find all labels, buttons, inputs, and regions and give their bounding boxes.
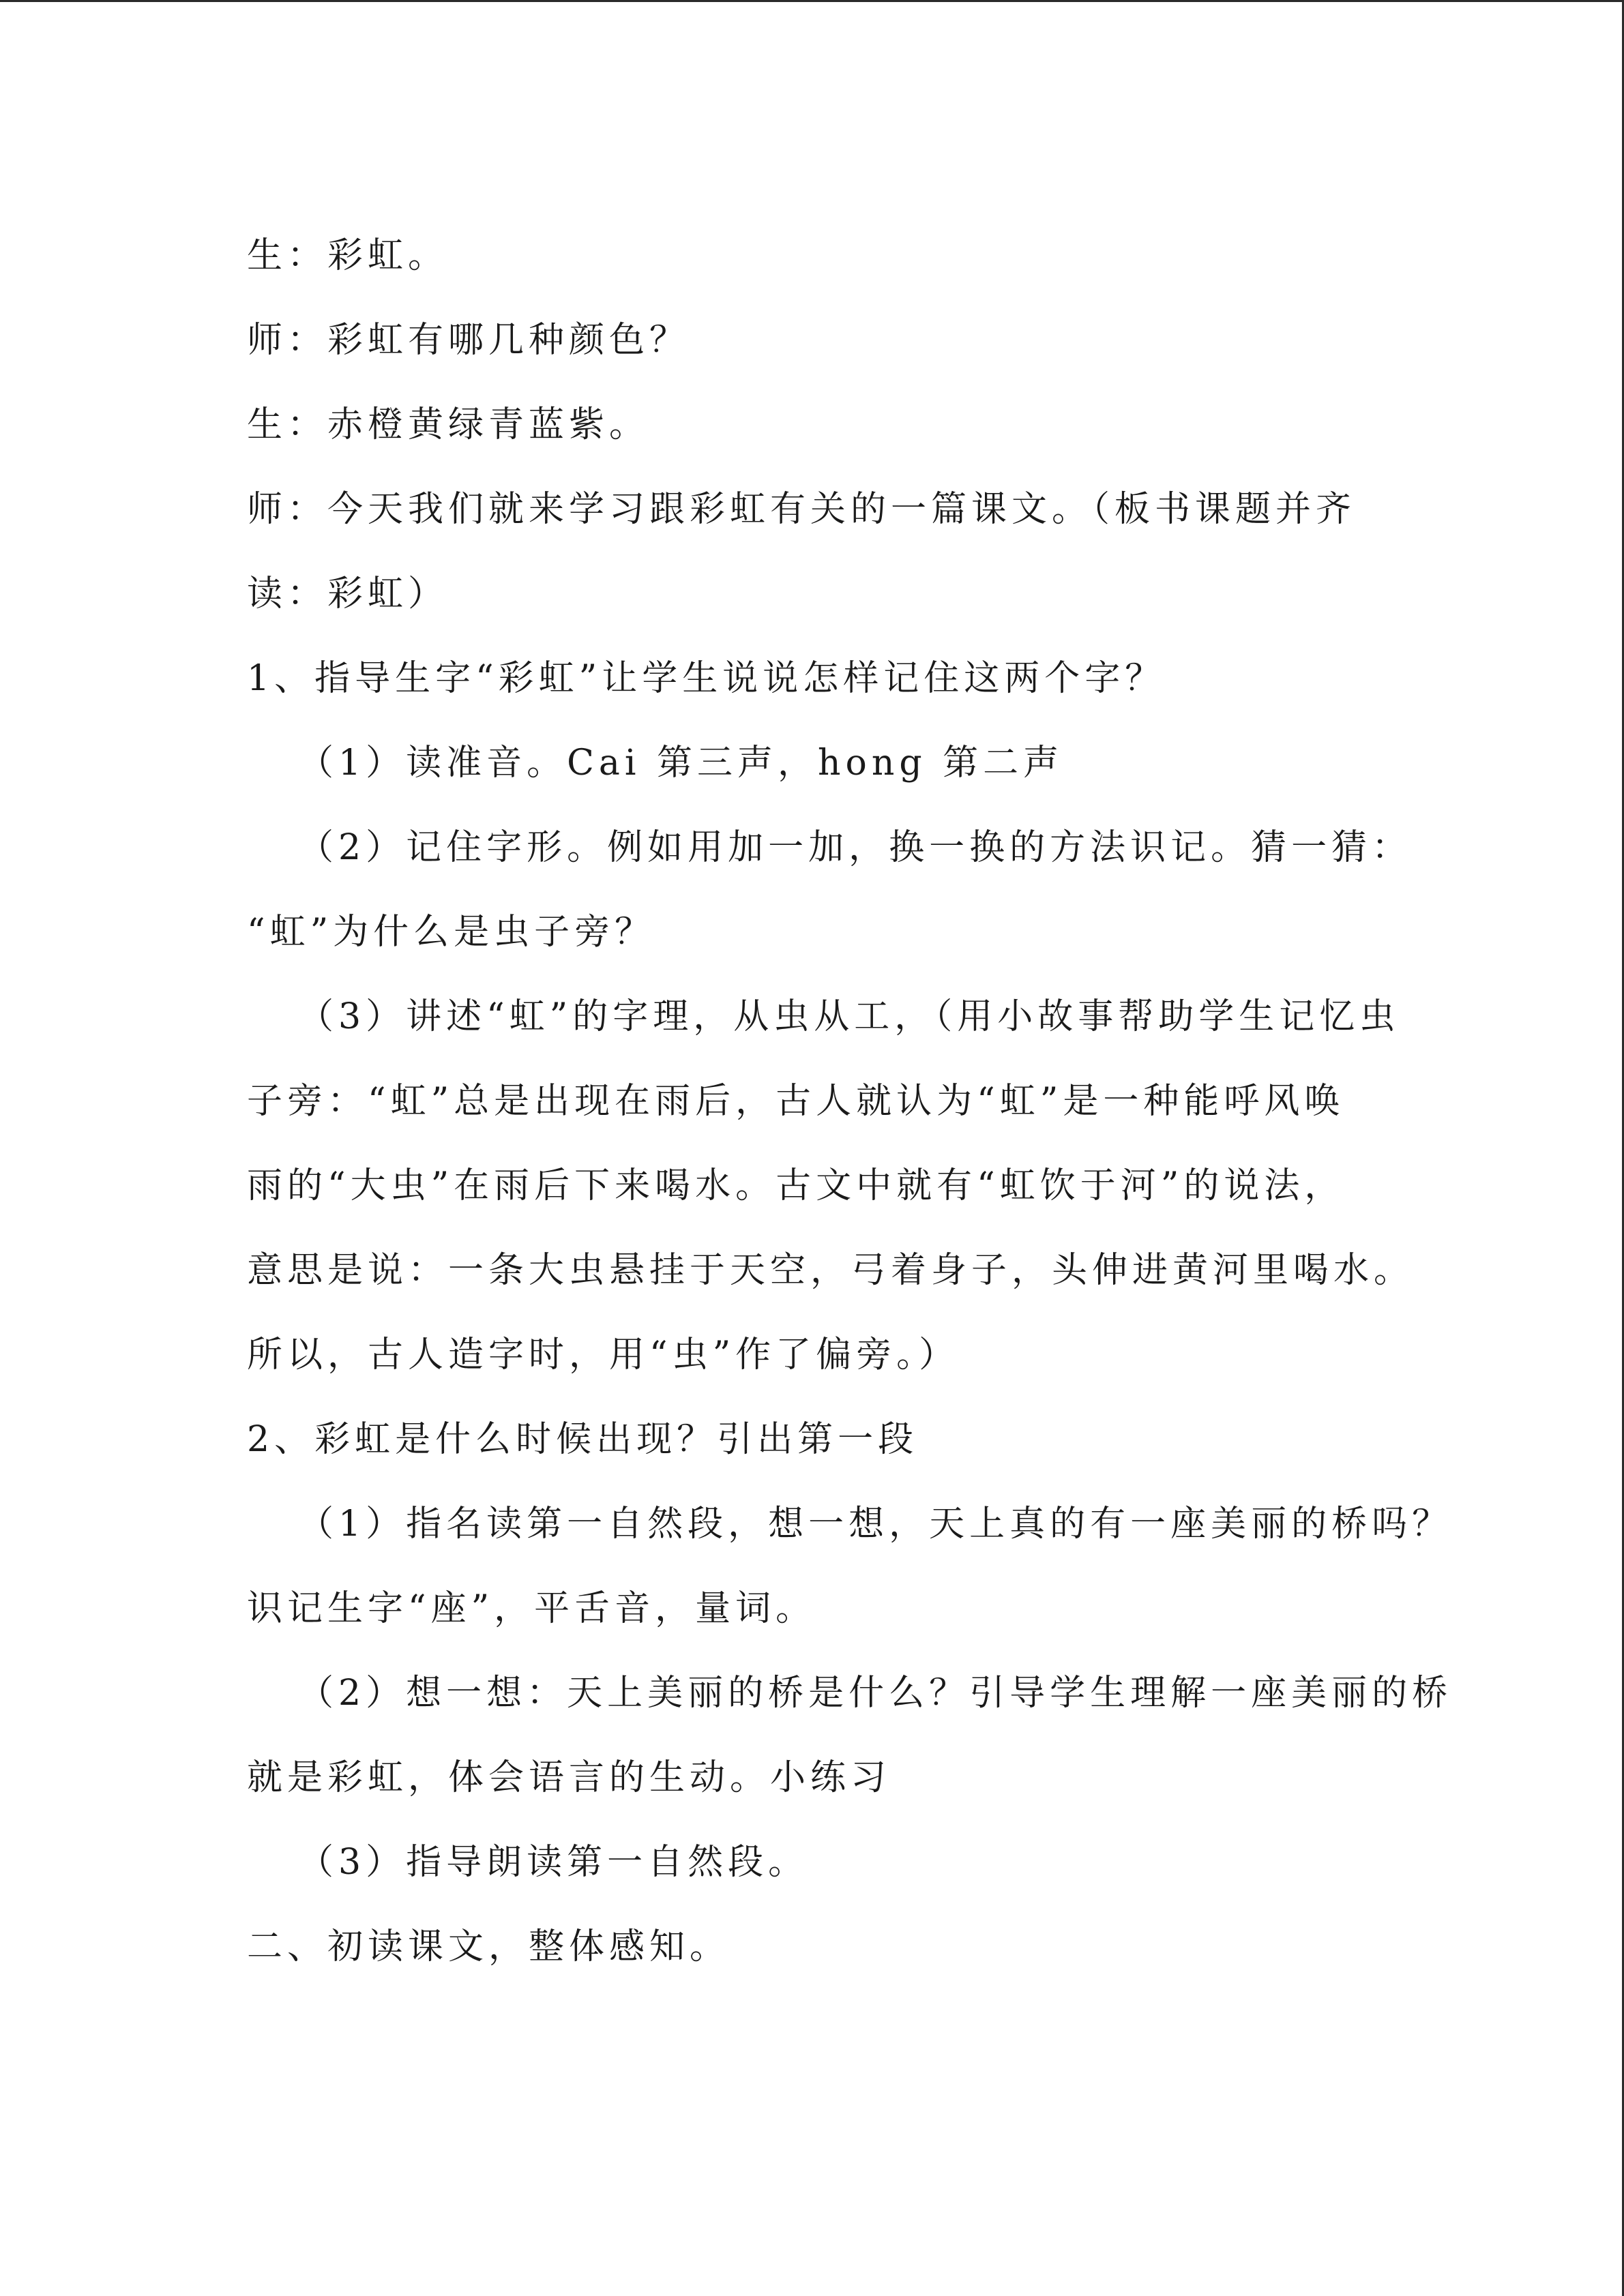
- paragraph-line: 生：彩虹。: [247, 235, 449, 276]
- paragraph-line: 意思是说：一条大虫悬挂于天空，弓着身子，头伸进黄河里喝水。: [247, 1250, 1415, 1291]
- section-heading-1: 1、指导生字“彩虹”让学生说说怎样记住这两个字？: [247, 658, 1166, 699]
- paragraph-line: 师：彩虹有哪几种颜色？: [247, 320, 690, 361]
- paragraph-line: （1）读准音。Cai 第三声，hong 第二声: [298, 743, 1064, 784]
- paragraph-line: （2）记住字形。例如用加一加，换一换的方法识记。猜一猜：: [298, 827, 1413, 868]
- paragraph-line: （2）想一想：天上美丽的桥是什么？引导学生理解一座美丽的桥: [298, 1673, 1453, 1714]
- paragraph-line: （1）指名读第一自然段，想一想，天上真的有一座美丽的桥吗？: [298, 1504, 1453, 1545]
- paragraph-line: 读：彩虹）: [247, 573, 449, 614]
- paragraph-line: 识记生字“座”，平舌音，量词。: [247, 1588, 816, 1629]
- paragraph-line: （3）指导朗读第一自然段。: [298, 1842, 809, 1883]
- paragraph-line: 生：赤橙黄绿青蓝紫。: [247, 404, 650, 445]
- paragraph-line: 雨的“大虫”在雨后下来喝水。古文中就有“虹饮于河”的说法，: [247, 1165, 1345, 1206]
- paragraph-line: （3）讲述“虹”的字理，从虫从工，（用小故事帮助学生记忆虫: [298, 996, 1400, 1037]
- paragraph-line: 所以，古人造字时，用“虫”作了偏旁。）: [247, 1335, 960, 1375]
- paragraph-line: 师：今天我们就来学习跟彩虹有关的一篇课文。（板书课题并齐: [247, 489, 1357, 530]
- paragraph-line: 子旁：“虹”总是出现在雨后，古人就认为“虹”是一种能呼风唤: [247, 1081, 1345, 1122]
- paragraph-line: 就是彩虹，体会语言的生动。小练习: [247, 1757, 891, 1798]
- section-heading-2: 2、彩虹是什么时候出现？引出第一段: [247, 1419, 919, 1460]
- paragraph-line: “虹”为什么是虫子旁？: [247, 912, 655, 953]
- section-heading-main: 二、初读课文，整体感知。: [247, 1926, 730, 1967]
- document-body: [247, 213, 1453, 1989]
